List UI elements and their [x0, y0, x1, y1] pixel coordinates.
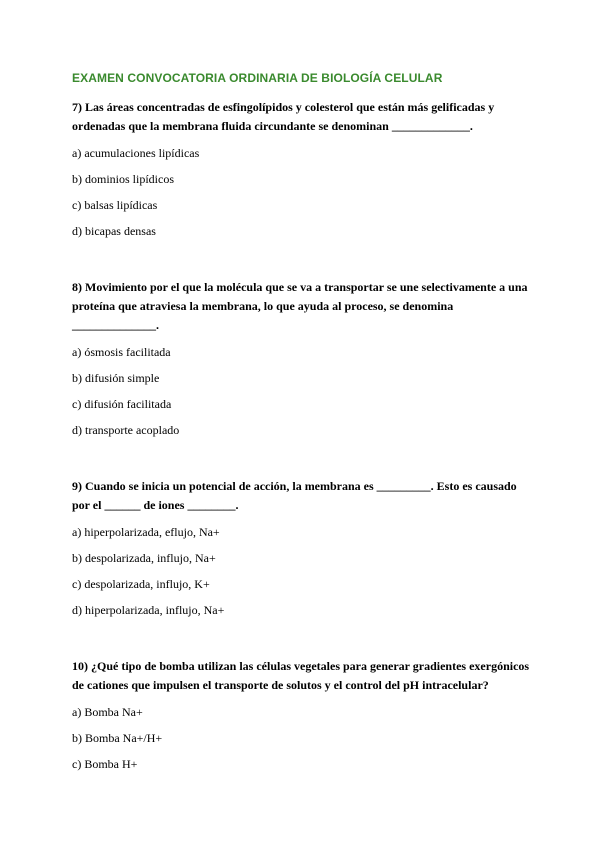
option-a: a) acumulaciones lipídicas: [72, 146, 200, 160]
option-a: a) ósmosis facilitada: [72, 345, 171, 359]
option-b: b) difusión simple: [72, 371, 160, 385]
question-8: [72, 278, 532, 438]
question-spacer: [72, 628, 532, 657]
question-spacer: [72, 448, 532, 477]
question-10: [72, 657, 532, 772]
option-c: c) difusión facilitada: [72, 397, 172, 411]
option-a: a) hiperpolarizada, eflujo, Na+: [72, 525, 220, 539]
option-b: b) despolarizada, influjo, Na+: [72, 551, 216, 565]
question-7: [72, 98, 532, 239]
question-spacer: [72, 249, 532, 278]
question-text: 7) Las áreas concentradas de esfingolípidos y colesterol que están más gelificadas y ordenadas que la membrana fluida circundante se denominan _____________.: [72, 100, 495, 133]
question-text: 9) Cuando se inicia un potencial de acción, la membrana es _________. Esto es causado por el ______ de iones ________.: [72, 479, 517, 512]
option-d: d) transporte acoplado: [72, 423, 180, 437]
option-c: c) despolarizada, influjo, K+: [72, 577, 210, 591]
option-a: a) Bomba Na+: [72, 705, 143, 719]
option-b: b) dominios lipídicos: [72, 172, 174, 186]
question-text: 10) ¿Qué tipo de bomba utilizan las células vegetales para generar gradientes exergónicos de cationes que impulsen el transporte de solutos y el control del pH intracelular?: [72, 659, 530, 692]
option-d: d) hiperpolarizada, influjo, Na+: [72, 603, 225, 617]
document-title: EXAMEN CONVOCATORIA ORDINARIA DE BIOLOGÍA CELULAR: [72, 71, 443, 85]
option-b: b) Bomba Na+/H+: [72, 731, 163, 745]
question-text: 8) Movimiento por el que la molécula que se va a transportar se une selectivamente a una proteína que atraviesa la membrana, lo que ayuda al proceso, se denomina ______________.: [72, 280, 528, 332]
exam-page: [72, 70, 532, 782]
option-c: c) balsas lipídicas: [72, 198, 158, 212]
question-9: [72, 477, 532, 618]
option-c: c) Bomba H+: [72, 757, 138, 771]
option-d: d) bicapas densas: [72, 224, 156, 238]
